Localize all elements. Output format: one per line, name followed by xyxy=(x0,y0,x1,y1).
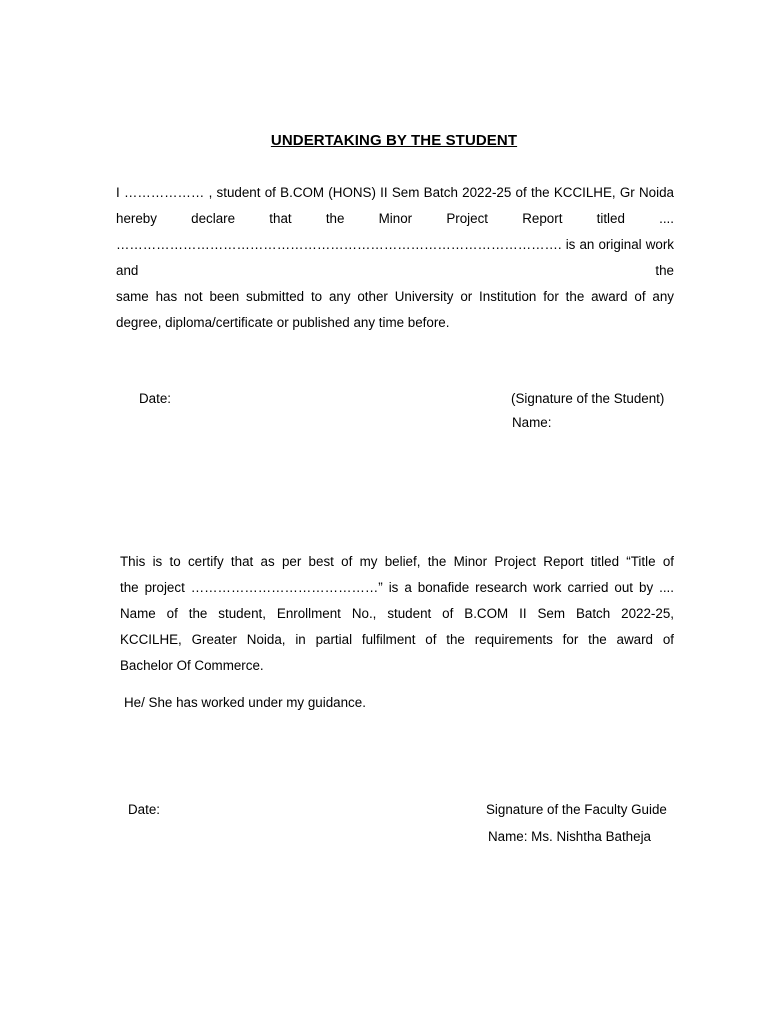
student-declaration-paragraph xyxy=(116,180,674,336)
student-name-label: Name: xyxy=(512,415,552,430)
certificate-line: KCCILHE, Greater Noida, in partial fulfilment of the requirements for the award of xyxy=(120,632,674,647)
declaration-line: ………………………………………………………………………………………. is an original work and the xyxy=(116,237,674,278)
faculty-name-label: Name: Ms. Nishtha Batheja xyxy=(488,829,651,844)
student-signature-label: (Signature of the Student) xyxy=(511,391,665,406)
declaration-line: degree, diploma/certificate or published any time before. xyxy=(116,315,450,330)
certificate-line: This is to certify that as per best of my belief, the Minor Project Report titled “Title of xyxy=(120,554,674,569)
student-date-label: Date: xyxy=(139,391,172,406)
faculty-date-label: Date: xyxy=(128,802,161,817)
certificate-paragraph xyxy=(120,549,674,679)
certificate-line: Bachelor Of Commerce. xyxy=(120,658,264,673)
document-title: UNDERTAKING BY THE STUDENT xyxy=(270,132,518,149)
certificate-line: Name of the student, Enrollment No., student of B.COM II Sem Batch 2022-25, xyxy=(120,606,674,621)
guidance-statement: He/ She has worked under my guidance. xyxy=(124,695,366,710)
declaration-line: hereby declare that the Minor Project Report titled .... xyxy=(116,211,674,226)
faculty-signature-label: Signature of the Faculty Guide xyxy=(486,802,667,817)
declaration-line: same has not been submitted to any other University or Institution for the award of any xyxy=(116,289,674,304)
certificate-line: the project ……………………………………” is a bonafide research work carried out by .... xyxy=(120,580,674,595)
declaration-line: I ……………… , student of B.COM (HONS) II Sem Batch 2022-25 of the KCCILHE, Gr Noida xyxy=(116,185,674,200)
